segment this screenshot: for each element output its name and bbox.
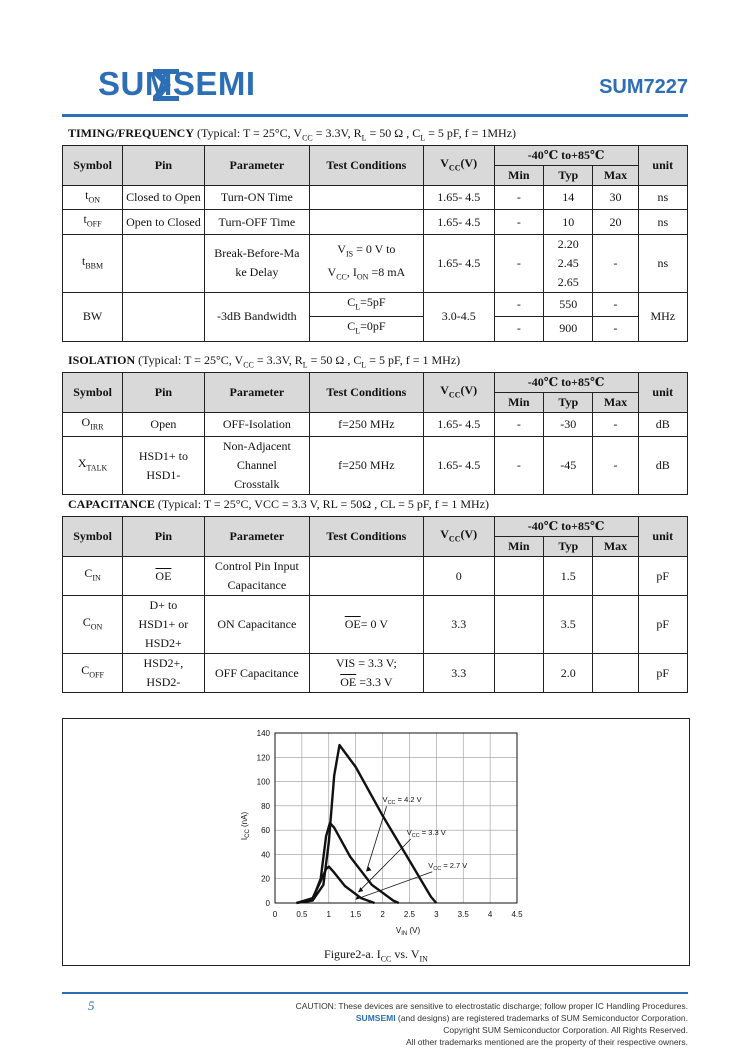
y-tick-label: 140 (256, 729, 270, 738)
min-cell: - (494, 413, 543, 437)
min-cell (494, 557, 543, 596)
x-tick-label: 4.5 (511, 910, 523, 919)
series-line (297, 823, 399, 903)
isolation-section-title: ISOLATION (Typical: T = 25°C, $V_{CC} = 3.3V$, $R_L = 50$ Ω , $C_L = 5$ pF, f = 1 MHz) (68, 353, 461, 370)
table-row (63, 413, 688, 437)
col-symbol: Symbol (63, 146, 123, 186)
table-row (63, 437, 688, 495)
table-row (63, 210, 688, 234)
symbol-cell: $t_{BBM}$ (63, 234, 123, 292)
vcc-cell: 1.65- 4.5 (423, 437, 494, 495)
table-row (63, 186, 688, 210)
unit-cell: dB (638, 437, 687, 495)
parameter-cell: ON Capacitance (204, 596, 309, 654)
header-rule (62, 114, 688, 117)
col-min: Min (494, 393, 543, 413)
timing-section-title: TIMING/FREQUENCY (Typical: T = 25°C, $V_{CC} = 3.3V$, $R_L = 50$ Ω , $C_L = 5$ pF, f = 1MHz) (68, 126, 517, 143)
vcc-cell: 3.3 (423, 596, 494, 654)
unit-cell: ns (638, 186, 687, 210)
max-cell: 30 (593, 186, 638, 210)
x-tick-label: 1 (326, 910, 332, 919)
y-tick-label: 100 (256, 777, 270, 787)
min-cell: - (494, 186, 543, 210)
col-typ: Typ (544, 393, 593, 413)
series-pointer (356, 872, 433, 900)
symbol-cell: $C_{IN}$ (63, 557, 123, 596)
footer-legal: CAUTION: These devices are sensitive to electrostatic discharge; follow proper IC Handling Procedures. SUMSEMI (and designs) are registered trademarks of SUM Semiconductor Corporation. Copyright SUM Semiconductor Corporation. All Rights Reserved. All other trademarks mentioned are the property of their respective owners. (295, 1001, 688, 1047)
parameter-cell: OFF Capacitance (204, 654, 309, 693)
x-tick-label: 1.5 (350, 910, 362, 919)
parameter-cell: Non-Adjacent Channel Crosstalk (204, 437, 309, 495)
y-tick-label: 80 (261, 801, 270, 811)
isolation-table (62, 372, 688, 495)
pin-cell (123, 234, 205, 292)
col-unit: unit (638, 373, 687, 413)
capacitance-section-title: CAPACITANCE (Typical: T = 25°C, VCC = 3.3 V, RL = 50Ω , CL = 5 pF, f = 1 MHz) (68, 497, 489, 511)
unit-cell: pF (638, 596, 687, 654)
y-tick-label: 60 (261, 826, 270, 836)
col-typ: Typ (544, 166, 593, 186)
col-min: Min (494, 537, 543, 557)
table-row (63, 234, 688, 292)
unit-cell: dB (638, 413, 687, 437)
min-cell: - (494, 234, 543, 292)
series-pointer (358, 839, 410, 892)
col-typ: Typ (544, 537, 593, 557)
x-tick-label: 2 (380, 910, 385, 919)
min-cell: - (494, 292, 543, 316)
col-symbol: Symbol (63, 517, 123, 557)
x-tick-label: 3 (434, 910, 439, 919)
col-test-conditions: Test Conditions (309, 517, 423, 557)
conditions-cell (309, 557, 423, 596)
col-temp-range: -40℃ to+85℃ (494, 373, 638, 393)
col-vcc: $V_{CC}(V)$ (423, 517, 494, 557)
symbol-cell: $t_{ON}$ (63, 186, 123, 210)
min-cell: - (494, 317, 543, 341)
max-cell: - (593, 413, 638, 437)
typ-cell: -45 (544, 437, 593, 495)
unit-cell: pF (638, 557, 687, 596)
col-parameter: Parameter (204, 517, 309, 557)
col-pin: Pin (123, 373, 205, 413)
page-number: 5 (88, 998, 95, 1013)
col-parameter: Parameter (204, 373, 309, 413)
symbol-cell: $C_{ON}$ (63, 596, 123, 654)
unit-cell: MHz (638, 292, 687, 341)
conditions-cell (309, 186, 423, 210)
col-max: Max (593, 166, 638, 186)
conditions-cell: $C_L=5pF$ (309, 292, 423, 316)
col-unit: unit (638, 517, 687, 557)
timing-table (62, 145, 688, 342)
pin-cell: HSD2+, HSD2- (123, 654, 205, 693)
col-unit: unit (638, 146, 687, 186)
conditions-cell: VIS = 3.3 V; $\overline{OE} =3.3$ V (309, 654, 423, 693)
typ-cell: 3.5 (544, 596, 593, 654)
vcc-cell: 3.3 (423, 654, 494, 693)
col-pin: Pin (123, 517, 205, 557)
unit-cell: pF (638, 654, 687, 693)
conditions-cell: $C_L=0pF$ (309, 317, 423, 341)
series-label: $V_{CC} = 2.7$ V (428, 860, 468, 872)
pin-cell (123, 292, 205, 341)
vcc-cell: 1.65- 4.5 (423, 413, 494, 437)
parameter-cell: Break-Before-Ma ke Delay (204, 234, 309, 292)
typ-cell: 2.20 2.45 2.65 (544, 234, 593, 292)
pin-cell: HSD1+ to HSD1- (123, 437, 205, 495)
typ-cell: 900 (544, 317, 593, 341)
plot-frame (275, 733, 517, 903)
y-tick-label: 20 (261, 874, 270, 884)
unit-cell: ns (638, 234, 687, 292)
min-cell: - (494, 210, 543, 234)
vcc-cell: 1.65- 4.5 (423, 210, 494, 234)
vcc-cell: 3.0-4.5 (423, 292, 494, 341)
parameter-cell: Turn-OFF Time (204, 210, 309, 234)
pin-cell: Open (123, 413, 205, 437)
col-max: Max (593, 393, 638, 413)
min-cell (494, 596, 543, 654)
col-temp-range: -40℃ to+85℃ (494, 146, 638, 166)
x-axis-label: $V_{IN}$ (V) (395, 926, 421, 937)
capacitance-table (62, 516, 688, 693)
typ-cell: 10 (544, 210, 593, 234)
pin-cell: Open to Closed (123, 210, 205, 234)
parameter-cell: -3dB Bandwidth (204, 292, 309, 341)
symbol-cell: $X_{TALK}$ (63, 437, 123, 495)
figure-caption: Figure2-a. $I_{CC}$ vs. $V_{IN}$ (324, 947, 428, 964)
typ-cell: 550 (544, 292, 593, 316)
conditions-cell: $\overline{OE}= 0$ V (309, 596, 423, 654)
y-tick-label: 120 (256, 753, 270, 763)
col-symbol: Symbol (63, 373, 123, 413)
parameter-cell: OFF-Isolation (204, 413, 309, 437)
footer-rule (62, 992, 688, 994)
min-cell: - (494, 437, 543, 495)
col-vcc: $V_{CC}(V)$ (423, 373, 494, 413)
figure-box (62, 718, 690, 966)
x-tick-label: 4 (487, 910, 493, 919)
min-cell (494, 654, 543, 693)
typ-cell: 14 (544, 186, 593, 210)
x-tick-label: 0.5 (296, 910, 308, 919)
series-label: $V_{CC} = 3.3$ V (406, 828, 446, 839)
typ-cell: 1.5 (544, 557, 593, 596)
y-tick-label: 0 (265, 899, 270, 908)
icc-vs-vin-chart (63, 719, 689, 944)
typ-cell: 2.0 (544, 654, 593, 693)
series-pointer (366, 806, 386, 871)
brand-name: SUMSEMI (98, 65, 256, 102)
col-test-conditions: Test Conditions (309, 373, 423, 413)
pin-cell: Closed to Open (123, 186, 205, 210)
col-min: Min (494, 166, 543, 186)
col-temp-range: -40℃ to+85℃ (494, 517, 638, 537)
y-axis-label: $I_{CC}$ (nA) (240, 811, 251, 841)
parameter-cell: Turn-ON Time (204, 186, 309, 210)
max-cell: 20 (593, 210, 638, 234)
x-tick-label: 2.5 (403, 910, 416, 919)
typ-cell: -30 (544, 413, 593, 437)
col-test-conditions: Test Conditions (309, 146, 423, 186)
max-cell (593, 557, 638, 596)
max-cell: - (593, 317, 638, 341)
vcc-cell: 1.65- 4.5 (423, 234, 494, 292)
conditions-cell: f=250 MHz (309, 437, 423, 495)
max-cell (593, 654, 638, 693)
max-cell: - (593, 292, 638, 316)
col-pin: Pin (123, 146, 205, 186)
col-max: Max (593, 537, 638, 557)
unit-cell: ns (638, 210, 687, 234)
part-number: SUM7227 (599, 76, 688, 98)
table-row (63, 654, 688, 693)
conditions-cell: f=250 MHz (309, 413, 423, 437)
conditions-cell: $V_{IS} = 0$ V to $V_{CC}$, $I_{ON} =8$ mA (309, 234, 423, 292)
table-row (63, 557, 688, 596)
series-label: $V_{CC} = 4.2$ V (382, 795, 422, 807)
symbol-cell: BW (63, 292, 123, 341)
max-cell: - (593, 437, 638, 495)
symbol-cell: $O_{IRR}$ (63, 413, 123, 437)
x-tick-label: 0 (272, 910, 278, 919)
x-tick-label: 3.5 (457, 910, 469, 919)
max-cell (593, 596, 638, 654)
col-vcc: $V_{CC}(V)$ (423, 146, 494, 186)
pin-cell: $\overline{OE}$ (123, 557, 205, 596)
max-cell: - (593, 234, 638, 292)
y-tick-label: 40 (261, 850, 270, 860)
table-row (63, 596, 688, 654)
conditions-cell (309, 210, 423, 234)
vcc-cell: 1.65- 4.5 (423, 186, 494, 210)
table-row (63, 292, 688, 316)
vcc-cell: 0 (423, 557, 494, 596)
parameter-cell: Control Pin Input Capacitance (204, 557, 309, 596)
col-parameter: Parameter (204, 146, 309, 186)
pin-cell: D+ to HSD1+ or HSD2+ (123, 596, 205, 654)
symbol-cell: $C_{OFF}$ (63, 654, 123, 693)
symbol-cell: $t_{OFF}$ (63, 210, 123, 234)
